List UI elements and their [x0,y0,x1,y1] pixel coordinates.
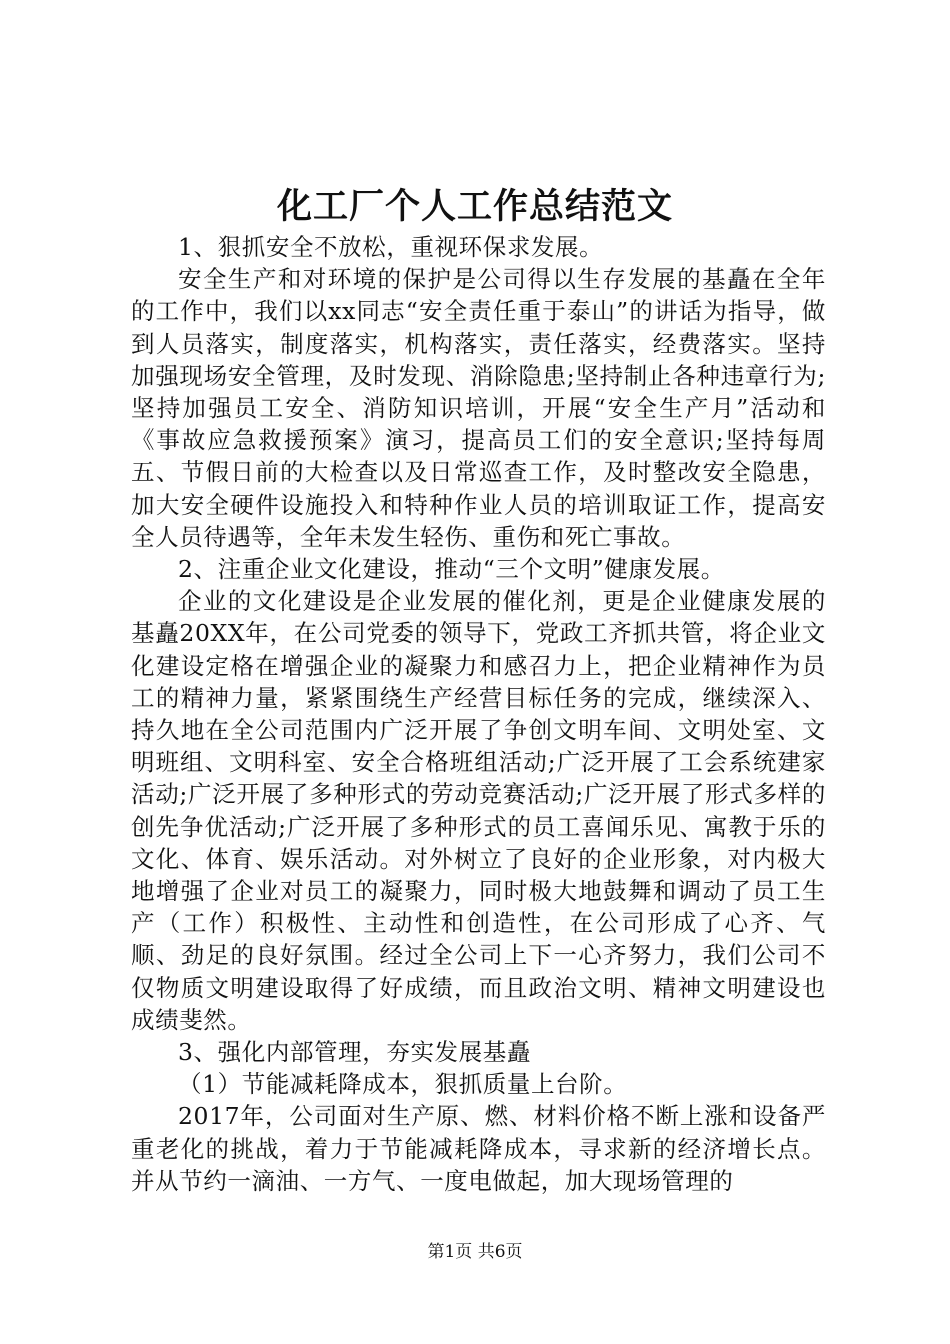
subsection-heading-1: （1）节能减耗降成本，狠抓质量上台阶。 [178,1070,628,1099]
section-heading-2: 2、注重企业文化建设，推动“三个文明”健康发展。 [178,555,725,584]
section-heading-3: 3、强化内部管理，夯实发展基矗 [178,1038,531,1067]
document-title: 化工厂个人工作总结范文 [276,186,673,227]
paragraph-safety: 安全生产和对环境的保护是公司得以生存发展的基矗在全年的工作中，我们以xx同志“安全责任重于泰山”的讲话为指导，做到人员落实，制度落实，机构落实，责任落实，经费落实。坚持加强现场安全管理，及时发现、消除隐患;坚持制止各种违章行为;坚持加强员工安全、消防知识培训，开展“安全生产月”活动和《事故应急救援预案》演习，提高员工们的安全意识;坚持每周五、节假日前的大检查以及日常巡查工作，及时整改安全隐患，加大安全硬件设施投入和特种作业人员的培训取证工作，提高安全人员待遇等，全年未发生轻伤、重伤和死亡事故。 [131,265,826,551]
section-heading-1: 1、狠抓安全不放松，重视环保求发展。 [178,233,604,261]
paragraph-culture: 企业的文化建设是企业发展的催化剂，更是企业健康发展的基矗20XX年，在公司党委的领导下，党政工齐抓共管，将企业文化建设定格在增强企业的凝聚力和感召力上，把企业精神作为员工的精神力量，紧紧围绕生产经营目标任务的完成，继续深入、持久地在全公司范围内广泛开展了争创文明车间、文明处室、文明班组、文明科室、安全合格班组活动;广泛开展了工会系统建家活动;广泛开展了多种形式的劳动竞赛活动;广泛开展了形式多样的创先争优活动;广泛开展了多种形式的员工喜闻乐见、寓教于乐的文化、体育、娱乐活动。对外树立了良好的企业形象，对内极大地增强了企业对员工的凝聚力，同时极大地鼓舞和调动了员工生产（工作）积极性、主动性和创造性，在公司形成了心齐、气顺、劲足的良好氛围。经过全公司上下一心齐努力，我们公司不仅物质文明建设取得了好成绩，而且政治文明、精神文明建设也成绩斐然。 [131,587,826,1034]
document-body [131,231,826,1197]
paragraph-energy: 2017年，公司面对生产原、燃、材料价格不断上涨和设备严重老化的挑战，着力于节能减耗降成本，寻求新的经济增长点。并从节约一滴油、一方气、一度电做起，加大现场管理的 [131,1102,826,1195]
page-footer: 第1页 共6页 [427,1242,523,1262]
